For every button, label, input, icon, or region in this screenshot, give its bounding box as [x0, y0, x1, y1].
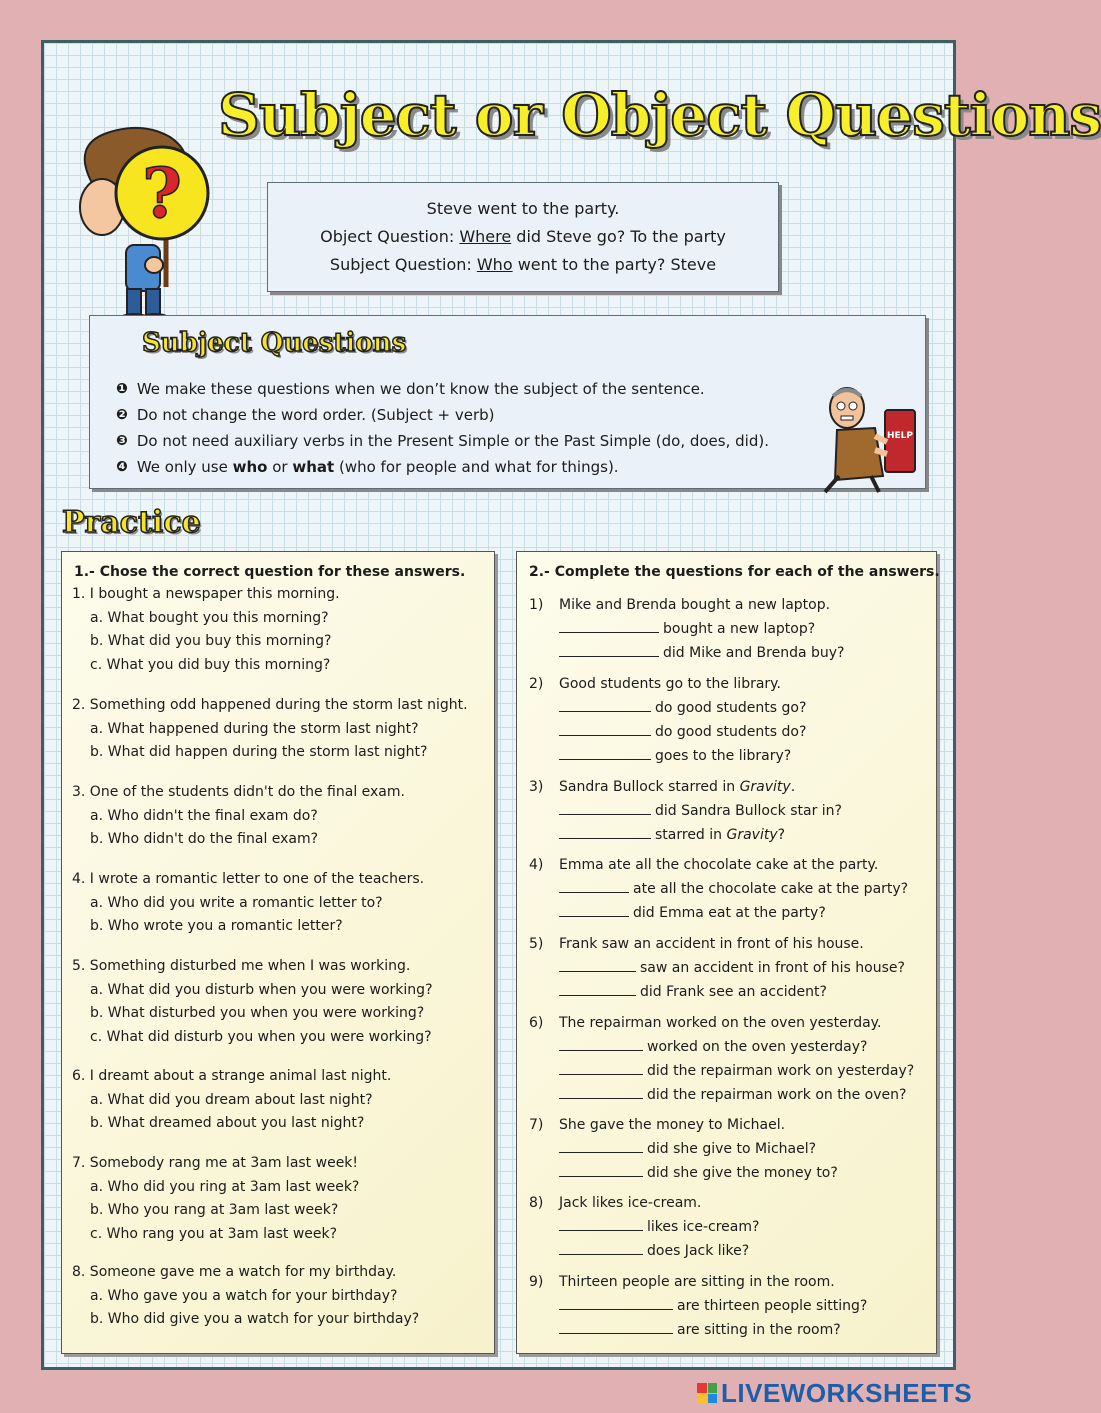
answer-sentence: Mike and Brenda bought a new laptop. — [559, 597, 831, 613]
answer-sentence: Good students go to the library. — [559, 676, 781, 692]
answer-sentence: Emma ate all the chocolate cake at the party. — [559, 857, 879, 873]
answer-option[interactable]: b. What did you buy this morning? — [90, 633, 332, 649]
blank-input[interactable] — [559, 983, 636, 996]
blank-input[interactable] — [559, 1242, 643, 1255]
answer-option[interactable]: a. Who did you ring at 3am last week? — [90, 1178, 360, 1195]
example-sentence: Steve went to the party. — [426, 199, 620, 218]
answer-option[interactable]: b. What dreamed about you last night? — [90, 1115, 365, 1131]
completion-item: 4) Emma ate all the chocolate cake at the party. ate all the chocolate cake at the party? did Emma eat at the party? — [529, 857, 909, 921]
page-title: Subject or Object Questions — [218, 81, 1101, 149]
question-stem: 2. Something odd happened during the storm last night. — [72, 697, 468, 713]
question-stem: 3. One of the students didn't do the final exam. — [72, 784, 405, 800]
blank-input[interactable] — [559, 1164, 643, 1177]
man-help-illustration — [815, 380, 925, 495]
question-stem: 5. Something disturbed me when I was working. — [72, 958, 411, 974]
answer-option[interactable]: b. Who didn't do the final exam? — [90, 831, 319, 847]
answer-option[interactable]: a. Who didn't the final exam do? — [90, 807, 318, 824]
blank-input[interactable] — [559, 826, 651, 839]
blank-input[interactable] — [559, 1297, 673, 1310]
svg-text:?: ? — [142, 154, 182, 234]
completion-item: 5) Frank saw an accident in front of his house. saw an accident in front of his house? did Frank see an accident? — [529, 936, 905, 1000]
question-stem: 1. I bought a newspaper this morning. — [72, 586, 340, 602]
question-stem: 6. I dreamt about a strange animal last night. — [72, 1068, 392, 1084]
answer-option[interactable]: b. Who did give you a watch for your birthday? — [90, 1311, 420, 1327]
question-item — [72, 583, 492, 677]
rule-item: ❷ Do not change the word order. (Subject + verb) — [116, 406, 495, 424]
answer-option[interactable]: a. What did you dream about last night? — [90, 1091, 373, 1108]
exercise-1-heading: 1.- Chose the correct question for these answers. — [74, 564, 466, 580]
answer-option[interactable]: c. What you did buy this morning? — [90, 656, 331, 673]
blank-input[interactable] — [559, 802, 651, 815]
example-box — [267, 182, 779, 292]
rule-list — [116, 376, 846, 480]
blank-input[interactable] — [559, 1038, 643, 1051]
logo-icon — [697, 1383, 717, 1403]
completion-item: 3) Sandra Bullock starred in Gravity. did Sandra Bullock star in? starred in Gravity? — [529, 779, 842, 843]
object-question-example: Object Question: Where did Steve go? To the party — [320, 227, 726, 246]
question-stem: 8. Someone gave me a watch for my birthday. — [72, 1264, 397, 1280]
exercise-1-panel — [61, 551, 495, 1354]
answer-option[interactable]: b. What disturbed you when you were working? — [90, 1005, 425, 1021]
answer-sentence: Frank saw an accident in front of his house. — [559, 936, 864, 952]
blank-input[interactable] — [559, 747, 651, 760]
rule-item: ❸ Do not need auxiliary verbs in the Present Simple or the Past Simple (do, does, did). — [116, 432, 769, 450]
question-stem: 4. I wrote a romantic letter to one of the teachers. — [72, 871, 425, 887]
blank-input[interactable] — [559, 1086, 643, 1099]
blank-input[interactable] — [559, 644, 659, 657]
blank-input[interactable] — [559, 1218, 643, 1231]
question-item — [72, 781, 492, 852]
blank-input[interactable] — [559, 620, 659, 633]
subject-questions-box — [89, 315, 926, 489]
completion-item: 2) Good students go to the library. do good students go? do good students do? goes to the library? — [529, 676, 807, 764]
answer-sentence: Thirteen people are sitting in the room. — [559, 1274, 835, 1290]
answer-option[interactable]: a. Who did you write a romantic letter to? — [90, 894, 383, 911]
answer-option[interactable]: b. Who wrote you a romantic letter? — [90, 918, 343, 934]
completion-item: 8) Jack likes ice-cream. likes ice-cream? does Jack like? — [529, 1195, 760, 1259]
answer-sentence: Jack likes ice-cream. — [559, 1195, 702, 1211]
answer-option[interactable]: a. What bought you this morning? — [90, 609, 329, 626]
blank-input[interactable] — [559, 1321, 673, 1334]
answer-option[interactable]: a. What happened during the storm last night? — [90, 720, 419, 737]
question-stem: 7. Somebody rang me at 3am last week! — [72, 1155, 359, 1171]
question-item — [72, 1065, 492, 1136]
exercise-2-panel — [516, 551, 940, 1354]
subject-question-example: Subject Question: Who went to the party? Steve — [329, 255, 717, 274]
completion-item: 9) Thirteen people are sitting in the room. are thirteen people sitting? are sitting in the room? — [529, 1274, 868, 1338]
question-item — [72, 868, 492, 939]
answer-sentence: The repairman worked on the oven yesterday. — [559, 1015, 882, 1031]
question-item — [72, 1152, 492, 1246]
answer-sentence: She gave the money to Michael. — [559, 1117, 786, 1133]
liveworksheets-logo[interactable] — [697, 1378, 972, 1408]
svg-text:HELP: HELP — [886, 431, 914, 441]
answer-option[interactable]: a. Who gave you a watch for your birthday? — [90, 1287, 398, 1304]
answer-option[interactable]: b. What did happen during the storm last night? — [90, 744, 428, 760]
completion-item: 1) Mike and Brenda bought a new laptop. bought a new laptop? did Mike and Brenda buy? — [529, 597, 845, 661]
completion-item: 7) She gave the money to Michael. did she give to Michael? did she give the money to? — [529, 1117, 838, 1181]
question-item — [72, 694, 492, 765]
answer-option[interactable]: a. What did you disturb when you were working? — [90, 981, 433, 998]
answer-option[interactable]: c. Who rang you at 3am last week? — [90, 1225, 338, 1242]
blank-input[interactable] — [559, 723, 651, 736]
blank-input[interactable] — [559, 880, 629, 893]
rule-item: ❹ We only use who or what (who for people and what for things). — [116, 458, 619, 476]
exercise-2-heading: 2.- Complete the questions for each of the answers. — [529, 564, 940, 580]
blank-input[interactable] — [559, 1140, 643, 1153]
answer-option[interactable]: c. What did disturb you when you were working? — [90, 1028, 432, 1045]
blank-input[interactable] — [559, 904, 629, 917]
blank-input[interactable] — [559, 699, 651, 712]
rule-item: ❶ We make these questions when we don’t know the subject of the sentence. — [116, 380, 705, 398]
completion-item: 6) The repairman worked on the oven yesterday. worked on the oven yesterday? did the repairman work on yesterday? did the repairman work on the oven? — [529, 1015, 915, 1103]
boy-question-sign-illustration — [62, 125, 237, 325]
subject-questions-title: Subject Questions — [142, 328, 407, 358]
answer-option[interactable]: b. Who you rang at 3am last week? — [90, 1202, 339, 1218]
practice-title: Practice — [62, 505, 201, 540]
blank-input[interactable] — [559, 1062, 643, 1075]
question-item — [72, 955, 492, 1049]
question-item — [72, 1261, 492, 1332]
brand-name: LIVEWORKSHEETS — [721, 1377, 973, 1408]
blank-input[interactable] — [559, 959, 636, 972]
answer-sentence: Sandra Bullock starred in Gravity. — [559, 779, 796, 795]
